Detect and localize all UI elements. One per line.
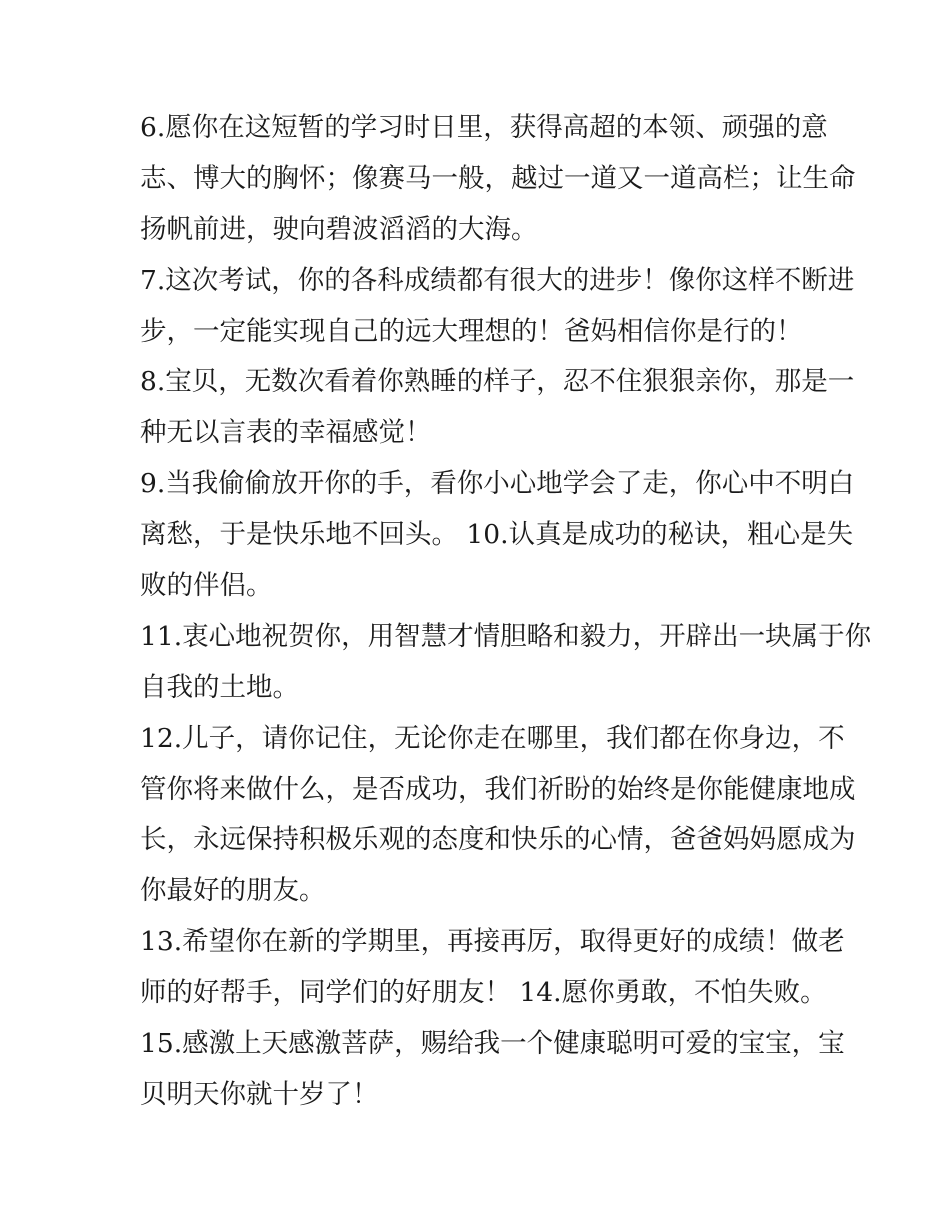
text-line: 志、博大的胸怀；像赛马一般，越过一道又一道高栏；让生命 bbox=[140, 162, 856, 194]
text-line: 长，永远保持积极乐观的态度和快乐的心情，爸爸妈妈愿成为 bbox=[140, 824, 856, 856]
text-line: 败的伴侣。 bbox=[140, 570, 273, 602]
text-line: 9.当我偷偷放开你的手，看你小心地学会了走，你心中不明白 bbox=[140, 468, 855, 500]
text-line: 12.儿子，请你记住，无论你走在哪里，我们都在你身边，不 bbox=[140, 722, 845, 754]
text-line: 步，一定能实现自己的远大理想的！爸妈相信你是行的！ bbox=[140, 315, 803, 347]
text-line: 离愁，于是快乐地不回头。 10.认真是成功的秘诀，粗心是失 bbox=[140, 519, 854, 551]
text-line: 11.衷心地祝贺你，用智慧才情胆略和毅力，开辟出一块属于你 bbox=[140, 620, 872, 652]
text-line: 贝明天你就十岁了！ bbox=[140, 1078, 379, 1110]
text-line: 你最好的朋友。 bbox=[140, 875, 326, 907]
text-line: 8.宝贝，无数次看着你熟睡的样子，忍不住狠狠亲你，那是一 bbox=[140, 366, 855, 398]
text-line: 扬帆前进，驶向碧波滔滔的大海。 bbox=[140, 213, 538, 245]
text-line: 13.希望你在新的学期里，再接再厉，取得更好的成绩！做老 bbox=[140, 926, 845, 958]
text-line: 7.这次考试，你的各科成绩都有很大的进步！像你这样不断进 bbox=[140, 264, 855, 296]
document-page bbox=[140, 103, 872, 1121]
text-line: 6.愿你在这短暂的学习时日里，获得高超的本领、顽强的意 bbox=[140, 112, 828, 143]
text-line: 师的好帮手，同学们的好朋友！ 14.愿你勇敢，不怕失败。 bbox=[140, 977, 827, 1009]
text-line: 种无以言表的幸福感觉！ bbox=[140, 417, 432, 449]
text-line: 自我的土地。 bbox=[140, 671, 299, 703]
text-line: 管你将来做什么，是否成功，我们祈盼的始终是你能健康地成 bbox=[140, 773, 856, 805]
text-line: 15.感激上天感激菩萨，赐给我一个健康聪明可爱的宝宝，宝 bbox=[140, 1028, 845, 1060]
